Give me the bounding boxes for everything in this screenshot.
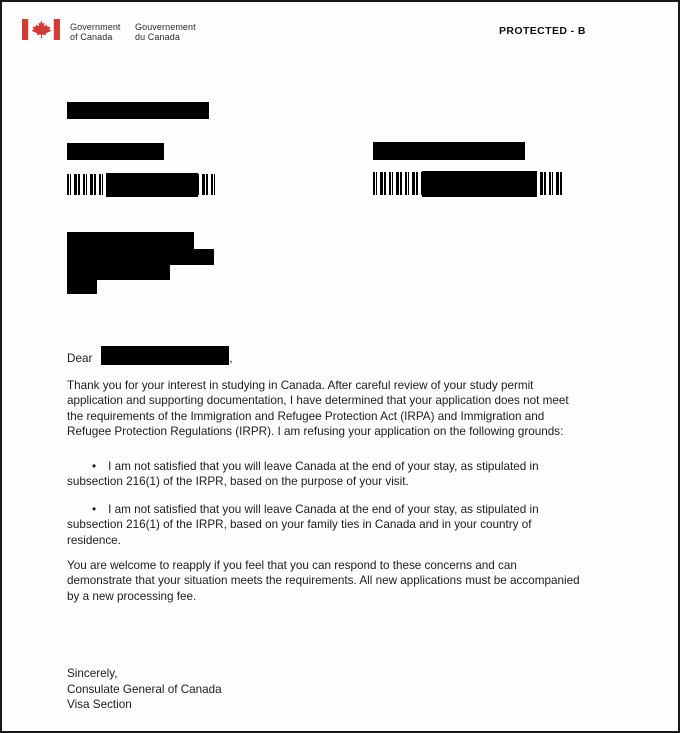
redaction-address-line-2 (67, 249, 214, 265)
redaction-address-line-1 (67, 232, 194, 249)
refusal-ground-1 (67, 459, 580, 490)
wordmark-fr-line2: du Canada (135, 31, 180, 42)
signature-organization: Consulate General of Canada (67, 682, 222, 696)
barcode-right-redaction (422, 171, 537, 197)
closing: Sincerely, (67, 667, 118, 680)
refusal-ground-1-text: I am not satisfied that you will leave Canada at the end of your stay, as stipulated in subsection 216(1) of the IRPR, based on the purpose of your visit. (67, 460, 539, 489)
barcode-left (67, 174, 217, 195)
redaction-bar-uci-left (67, 143, 164, 160)
wordmark-en-line1: Government (70, 22, 121, 32)
refusal-ground-2 (67, 502, 580, 548)
government-wordmark-french (135, 23, 196, 42)
salutation-comma: , (229, 352, 233, 365)
government-wordmark-english (70, 23, 121, 42)
redaction-address-line-3 (67, 265, 170, 280)
canada-flag-icon (22, 19, 60, 40)
signature-block (67, 666, 222, 713)
barcode-left-redaction (106, 173, 198, 197)
salutation-prefix: Dear (67, 352, 93, 365)
intro-paragraph: Thank you for your interest in studying in Canada. After careful review of your study permit application and supporting documentation, I have determined that your application does not meet the requirements of the Immigration and Refugee Protection Act (IRPA) and Immigration and Refugee Protection Regulations (IRPR). I am refusing your application on the following grounds: (67, 379, 569, 438)
barcode-right (373, 172, 562, 195)
refusal-ground-2-text: I am not satisfied that you will leave Canada at the end of your stay, as stipulated in subsection 216(1) of the IRPR, based on your family ties in Canada and in your country of residence. (67, 503, 539, 547)
wordmark-en-line2: of Canada (70, 31, 113, 42)
redaction-address-line-4 (67, 280, 97, 294)
wordmark-fr-line1: Gouvernement (135, 22, 196, 32)
signature-section: Visa Section (67, 698, 132, 711)
salutation (67, 346, 233, 365)
redaction-recipient-name (101, 346, 229, 365)
redaction-bar-date (67, 102, 209, 119)
bullet-icon: • (92, 460, 97, 473)
protected-b-classification-label: PROTECTED - B (499, 25, 586, 37)
reapply-paragraph: You are welcome to reapply if you feel that you can respond to these concerns and can demonstrate that your situation meets the requirements. All new applications must be accompanied by a new processing fee. (67, 559, 580, 603)
redaction-bar-application-number-right (373, 142, 525, 160)
bullet-icon: • (92, 503, 97, 516)
